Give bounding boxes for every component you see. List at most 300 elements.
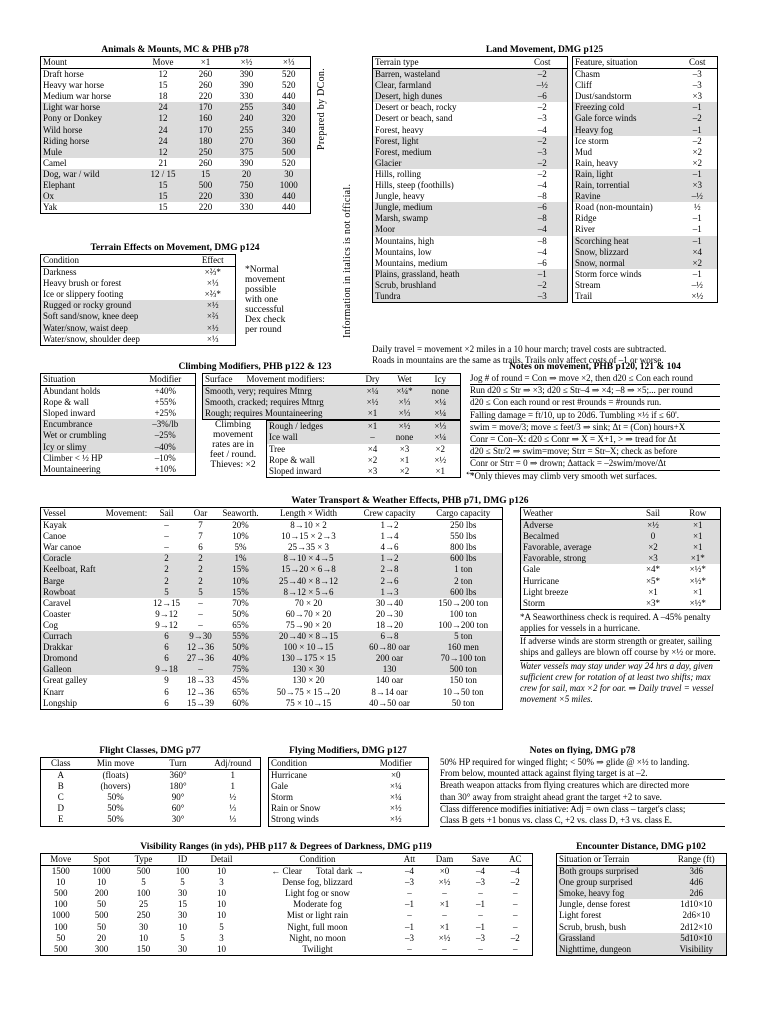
table-cell: 2d12×10 [680,921,713,932]
table-row [41,147,311,158]
table-cell: Nighttime, dungeon [559,943,631,954]
table-row [373,91,568,102]
table-row [41,520,503,532]
table-cell: 2 [198,553,203,564]
table-cell: 550 lbs [450,531,477,542]
table-cell: Scrub, brushland [375,279,436,290]
table-cell: 10% [232,575,249,586]
table-cell: 5 ton [454,631,473,642]
table-cell: 15→20 × 6→8 [281,564,336,575]
arrow-left-icon: ← [464,464,476,479]
table-cell: Storm [523,597,546,608]
land-note-1: Daily travel = movement ×2 miles in a 10 hour march; travel costs are subtracted. [372,344,667,354]
table-cell: –10% [154,452,176,463]
visibility-title: Visibility Ranges (in yds), PHB p117 & Degrees of Darkness, DMG p119 [140,842,432,852]
table-cell: Jungle, heavy [375,191,425,202]
table-cell: 18 [158,91,168,102]
table-cell: Dromond [43,653,78,664]
table-cell: Moderate fog [293,899,342,910]
terrain-effects-section [40,243,310,346]
table-cell: 6 [164,697,169,708]
table-row [521,598,721,610]
table-cell: – [407,943,412,954]
table-cell: ×4* [645,564,661,575]
table-cell: –4 [537,224,547,235]
table-cell: –1 [692,235,702,246]
table-cell: ⅓ [229,814,237,825]
table-cell: ×½ [434,454,447,465]
table-cell: 160 men [447,642,479,653]
table-row [573,69,718,81]
col-header: Class [41,758,81,770]
table-cell: Forest, light [375,135,419,146]
table-cell [103,698,151,710]
table-row [41,69,311,81]
table-cell: 25→35 × 3 [287,542,330,553]
table-cell: 12 / 15 [150,168,176,179]
table-row [41,781,261,792]
table-cell: none [395,432,414,443]
table-cell: –2 [692,113,702,124]
table-cell: ×3 [367,465,378,476]
table-cell: 500 [282,146,296,157]
table-cell: –4 [405,866,414,877]
table-cell: 10→15 × 2→3 [281,531,336,542]
col-header: Condition [41,255,191,267]
table-row [557,910,727,921]
table-cell: 4→6 [380,542,399,553]
table-cell: Mountains, medium [375,257,448,268]
table-cell: Gale [523,564,540,575]
table-cell: Heavy fog [575,124,613,135]
table-row [573,247,718,258]
table-cell: 500 [54,888,68,899]
flight-table [40,757,261,827]
table-cell: Both groups surprised [559,866,639,877]
table-cell: 1500 [51,866,70,877]
note-line: Falling damage = ft/10, up to 20d6. Tumbling ×½ if ≤ 60'. [470,410,720,422]
table-cell: – [513,899,518,910]
table-cell: 300 [94,943,109,954]
table-cell: Hills, steep (foothills) [375,180,454,191]
col-header: Icy [421,374,461,386]
table-cell: – [513,910,518,921]
table-cell: 130 × 30 [292,664,325,675]
table-cell [103,598,151,609]
table-cell: 70 × 20 [294,597,323,608]
table-cell: Light breeze [523,586,569,597]
table-row [41,609,503,620]
table-cell: ×3* [645,597,661,608]
table-cell: Coracle [43,553,71,564]
table-cell: 180 [198,135,213,146]
table-row [41,408,196,419]
table-cell [103,564,151,575]
table-cell: ×¼ [434,408,447,419]
table-cell: – [164,531,169,542]
table-cell: ×½ [389,814,402,825]
table-cell: – [198,597,203,608]
table-cell: ×½ [691,290,704,301]
table-cell: 30 [284,168,294,179]
table-row [41,191,311,202]
table-row [41,564,503,575]
table-row [203,386,461,398]
table-cell: 50 [97,921,106,932]
table-cell [103,587,151,598]
col-header: Movement modifiers: [245,374,357,386]
table-cell: Rowboat [43,586,76,597]
table-cell: 25→40 × 8→12 [278,575,339,586]
table-cell: –3 [405,877,414,888]
credit-note: Information in italics is not official. [342,183,353,338]
table-cell: –2 [537,279,547,290]
table-row [573,280,718,291]
col-header: Terrain type [373,57,518,69]
table-cell: 20→40 × 8→15 [278,631,339,642]
table-cell: ×1 [692,586,703,597]
animals-table [40,56,311,214]
table-cell: 6 [164,653,169,664]
table-row [573,191,718,202]
table-cell: ×1 [692,531,703,542]
note-line: Conr = Con–X: d20 ≤ Conr ⇒ X = X+1, > ⇒ tread for Δt [470,434,720,446]
table-cell: Mountaineering [43,463,101,474]
table-cell: Great galley [43,675,88,686]
table-row [41,922,533,933]
table-row [521,531,721,542]
table-row [373,113,568,124]
table-cell: 75% [232,664,249,675]
table-cell: –2 [537,157,547,168]
table-cell: 20% [232,520,249,531]
table-cell: Glacier [375,157,402,168]
table-cell: 15% [232,586,249,597]
col-header: Att [393,854,427,866]
table-cell: Trail [575,290,593,301]
note-line: Class B gets +1 bonus vs. class C, +2 vs. class D, +3 vs. class E. [440,815,725,827]
table-cell: 18→20 [376,619,403,630]
table-cell: 360 [282,135,296,146]
table-cell: +10% [154,463,177,474]
note-line: movement [212,430,254,441]
table-cell: –2 [510,932,520,943]
table-cell: 50% [232,642,249,653]
table-cell: 2 [164,575,169,586]
table-cell: Adverse [523,520,553,531]
table-row [573,80,718,91]
table-row [41,587,503,598]
table-cell: ×1 [439,921,450,932]
table-row [269,792,429,803]
table-cell: Barge [43,575,65,586]
table-cell: 800 lbs [450,542,477,553]
table-cell: 170 [198,124,213,135]
table-row [41,933,533,944]
clear-label: ← Clear [271,866,302,877]
table-cell: ×⅓ [398,397,411,408]
col-header: Sail [631,508,676,520]
water-section [40,496,720,729]
table-cell [103,620,151,631]
table-cell: 250 [136,910,151,921]
table-row [41,289,236,300]
table-row [41,169,311,180]
table-cell: ×⅔* [204,267,221,278]
table-cell: 220 [198,91,213,102]
table-cell: –4 [537,246,547,257]
table-cell [103,520,151,532]
table-cell: 1d10×10 [680,899,713,910]
table-cell: ×½* [689,597,706,608]
table-cell: Jungle, dense forest [559,899,631,910]
table-cell: –3%/lb [152,419,179,430]
table-row [373,258,568,269]
table-cell: 60→80 oar [369,642,410,653]
table-row [269,814,429,826]
table-row [373,236,568,247]
table-row [41,642,503,653]
table-cell: 520 [282,157,296,168]
flying-notes-title: Notes on flying, DMG p78 [529,746,636,756]
table-cell: Favorable, average [523,542,592,553]
table-row [373,224,568,235]
table-cell: 2→6 [380,575,399,586]
table-cell: 8→12 × 5→6 [283,586,334,597]
table-cell: –1 [692,224,702,235]
climbing-rates-table [266,420,461,477]
table-row [573,224,718,235]
table-cell: – [198,608,203,619]
table-cell: Clear, farmland [375,80,432,91]
table-cell: +25% [154,408,177,419]
col-header: ×⅓ [268,57,311,69]
table-cell: 100→200 ton [438,619,489,630]
table-cell: Rope & wall [43,397,89,408]
table-cell: 240 [239,113,254,124]
table-cell: –2 [537,135,547,146]
table-row [41,803,261,814]
table-cell [103,576,151,587]
table-cell: 15 [158,80,168,91]
note-line: Conr or Strr = 0 ⇒ drown; Δattack = –2swim/move/Δt [470,458,720,470]
move-notes-title: Notes on movement, PHB p120, 121 & 104 [509,362,681,372]
table-cell: 1% [234,553,247,564]
table-cell: –3 [405,932,414,943]
table-row [573,258,718,269]
table-cell: ×0 [390,770,401,781]
table-cell: –6 [537,202,547,213]
table-cell: 340 [282,102,296,113]
table-cell: Elephant [43,180,75,191]
table-cell: Strong winds [271,814,319,825]
table-cell: –1 [405,899,414,910]
table-cell [103,609,151,620]
table-cell [103,675,151,686]
table-row [41,113,311,124]
table-cell: 50% [107,814,124,825]
table-cell: Medium war horse [43,91,111,102]
flying-modifiers-section [268,746,428,827]
table-cell: Darkness [43,267,77,278]
water-note-3: Water vessels may stay under way 24 hrs a day, given sufficient crew for rotation of at least two shifts; max crew for sail, max ×2 for oar. ⇒ Daily travel = vessel movement ×5 miles. [520,660,720,706]
col-header: Condition [243,854,393,866]
table-cell: 30° [171,814,185,825]
table-cell: 15→39 [187,697,214,708]
col-header: Dry [357,374,389,386]
table-cell: 100 [175,866,190,877]
col-header: Surface [203,374,245,386]
table-cell: 5% [234,542,247,553]
table-cell: ×2 [435,443,446,454]
climbing-rates-label [202,420,264,470]
table-cell: 12→36 [187,686,214,697]
table-cell: 340 [282,124,296,135]
col-header: ×½ [226,57,268,69]
table-cell: –2 [537,168,547,179]
table-cell [103,653,151,664]
table-row [41,430,196,441]
table-cell: Ox [43,191,54,202]
note-line: swim = move/3; move ≤ feet/3 ⇒ sink; Δt = (Con) hours+X [470,422,720,434]
table-cell: 2→8 [380,564,399,575]
table-row [373,158,568,169]
encounter-section [556,842,726,956]
table-row [373,213,568,224]
table-cell: 600 lbs [450,586,477,597]
table-row [521,576,721,587]
table-cell: 3 [219,932,224,943]
table-cell: Snow, blizzard [575,246,629,257]
table-row [557,877,727,888]
table-cell: 250 [198,146,213,157]
table-row [373,191,568,202]
table-cell: E [58,814,64,825]
table-cell: 440 [282,191,296,202]
table-cell: –8 [537,191,547,202]
table-cell: 9→18 [155,664,178,675]
table-row [41,598,503,609]
table-row [373,69,568,81]
land-title: Land Movement, DMG p125 [485,45,604,55]
table-cell: 1→2 [380,553,399,564]
climbing-title: Climbing Modifiers, PHB p122 & 123 [178,362,332,372]
table-cell: 440 [282,202,296,213]
table-row [41,631,503,642]
table-cell: Smoke, heavy fog [559,888,625,899]
note-line: with one [245,295,278,305]
table-cell: –1 [537,268,547,279]
table-cell: Rugged or rocky ground [43,300,132,311]
table-cell: Pony or Donkey [43,113,102,124]
table-row [41,944,533,956]
table-cell: 320 [282,113,296,124]
col-header: Situation or Terrain [557,854,667,866]
table-row [41,202,311,214]
table-cell: 3d6 [689,866,703,877]
visibility-table [40,853,533,956]
table-cell: A [57,770,64,781]
table-cell: 12→36 [187,642,214,653]
table-cell: 5 [141,877,146,888]
table-cell: 330 [239,191,254,202]
table-row [203,397,461,408]
table-cell: –40% [154,441,176,452]
table-cell: Tundra [375,290,401,301]
table-cell: 500 [54,943,68,954]
table-cell: Smooth, very; requires Mtnrg [205,386,312,397]
table-cell: Heavy brush or forest [43,278,122,289]
table-cell: 20 [242,168,251,179]
table-cell: 24 [158,124,168,135]
table-cell: Water/snow, waist deep [43,322,128,333]
table-cell: Knarr [43,686,64,697]
table-cell: Dust/sandstorm [575,91,632,102]
table-row [41,278,236,289]
table-cell: 100 ton [449,608,477,619]
table-cell: Hurricane [271,770,307,781]
table-cell: Light forest [559,910,602,921]
movement-notes-section [470,362,720,482]
table-cell: 260 [198,157,213,168]
table-row [557,899,727,910]
table-cell: Becalmed [523,531,559,542]
table-cell: 520 [282,69,296,80]
table-cell: Wet or crumbling [43,430,107,441]
table-cell: 1 ton [454,564,473,575]
table-row [373,147,568,158]
table-row [41,300,236,311]
table-cell: ×2 [399,465,410,476]
table-cell: 1→3 [380,586,399,597]
table-cell: 390 [239,69,254,80]
table-cell: ×1 [692,542,703,553]
table-cell: Canoe [43,531,66,542]
table-cell: ×⅔ [206,311,219,322]
table-cell: 9→12 [155,619,178,630]
table-cell: Abundant holds [43,386,101,397]
table-cell: 15 [201,168,210,179]
table-cell: –8 [537,235,547,246]
col-header: Condition [269,758,364,770]
table-cell: ×3 [648,553,658,564]
table-row [521,553,721,564]
table-cell: 1000 [279,180,298,191]
table-cell: 9 [164,675,169,686]
table-cell: Visibility [679,943,713,954]
table-row [41,125,311,136]
table-row [373,80,568,91]
table-row [41,531,503,542]
table-cell: –½ [536,80,548,91]
table-cell: Galleon [43,664,72,675]
table-cell: 65% [232,686,249,697]
note-line: Class difference modifies initiative: Adj = own class – target's class; [440,803,686,814]
table-cell: 15 [158,202,168,213]
table-cell: B [57,781,64,792]
table-cell: –1 [476,899,485,910]
table-cell: 500 ton [449,664,477,675]
table-row [373,180,568,191]
table-cell: 70% [232,597,249,608]
table-cell: 1→2 [380,520,399,531]
table-cell: ×3 [399,443,410,454]
table-cell: Ravine [575,191,601,202]
table-cell: 1 [230,770,235,781]
table-row [41,323,236,334]
table-cell: 10 [139,932,148,943]
table-cell: ×1 [399,454,410,465]
